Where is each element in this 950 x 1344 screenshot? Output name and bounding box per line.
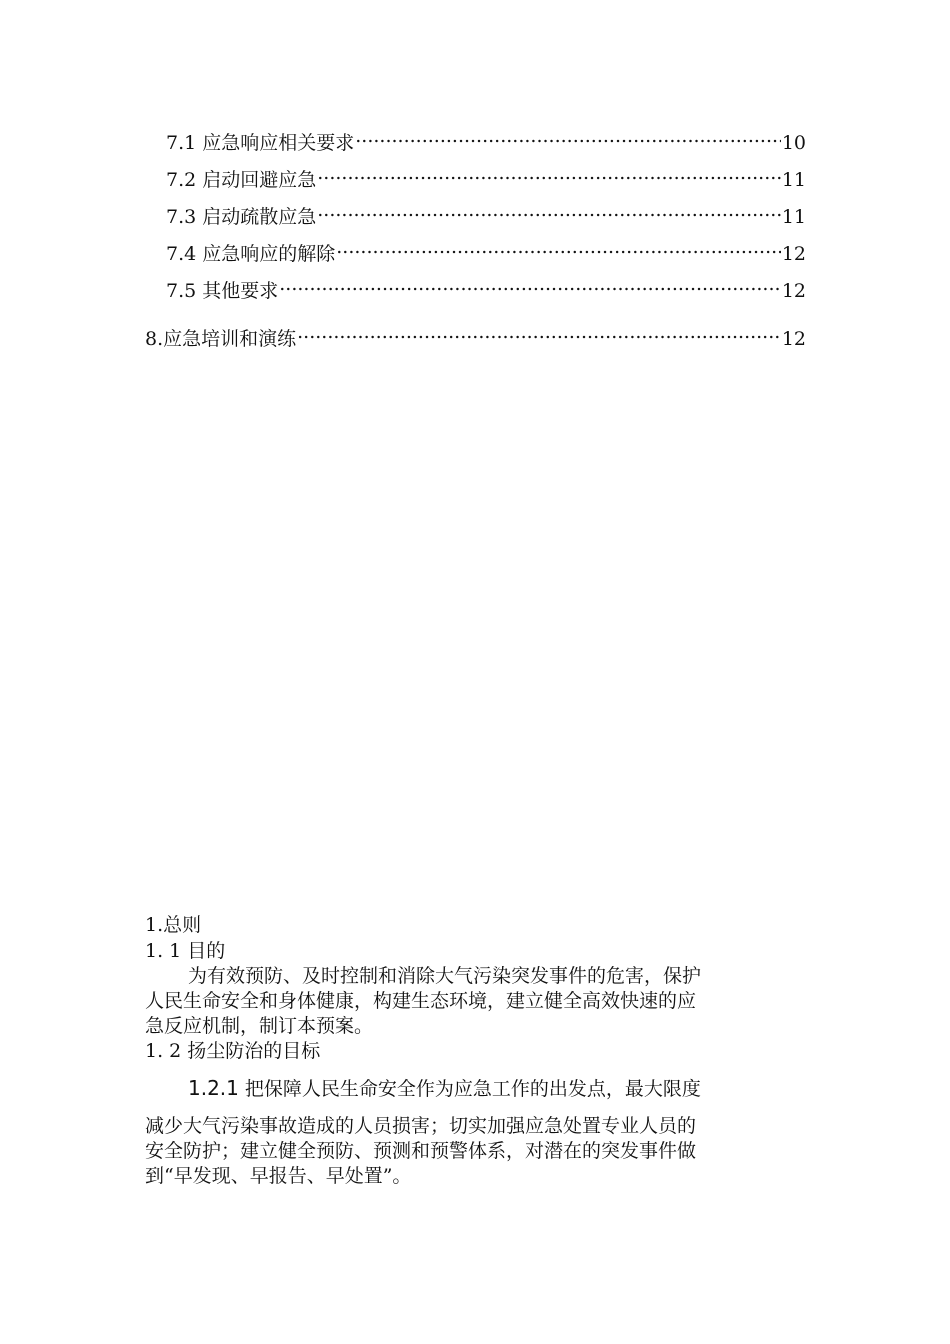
toc-entry-page: 12 bbox=[781, 280, 806, 302]
subsection-title-dust-control: 1. 2 扬尘防治的目标 bbox=[145, 1040, 321, 1062]
paragraph-line: 急反应机制，制订本预案。 bbox=[145, 1015, 374, 1037]
toc-entry-7-2[interactable] bbox=[166, 162, 806, 192]
toc-entry-label: 7.5 其他要求 bbox=[166, 280, 279, 302]
toc-entry-label: 7.3 启动疏散应急 bbox=[166, 206, 317, 228]
toc-entry-page: 10 bbox=[781, 132, 806, 154]
toc-entry-7-4[interactable] bbox=[166, 236, 806, 266]
toc-leader-dots bbox=[279, 273, 781, 297]
toc-entry-page: 11 bbox=[781, 169, 806, 191]
paragraph-line: 减少大气污染事故造成的人员损害；切实加强应急处置专业人员的 bbox=[145, 1115, 697, 1137]
toc-entry-page: 12 bbox=[781, 328, 806, 350]
toc-entry-label: 7.1 应急响应相关要求 bbox=[166, 132, 355, 154]
paragraph-line: 为有效预防、及时控制和消除大气污染突发事件的危害，保护 bbox=[188, 965, 702, 987]
paragraph-text: 把保障人民生命安全作为应急工作的出发点，最大限度 bbox=[238, 1078, 701, 1100]
clause-number: 1.2.1 bbox=[188, 1076, 239, 1100]
toc-entry-8[interactable] bbox=[145, 321, 806, 351]
toc-leader-dots bbox=[297, 321, 781, 345]
toc-entry-7-3[interactable] bbox=[166, 199, 806, 229]
toc-entry-label: 7.4 应急响应的解除 bbox=[166, 243, 336, 265]
toc-entry-page: 11 bbox=[781, 206, 806, 228]
toc-leader-dots bbox=[317, 199, 781, 223]
toc-leader-dots bbox=[336, 236, 781, 260]
paragraph-line: 人民生命安全和身体健康，构建生态环境，建立健全高效快速的应 bbox=[145, 990, 697, 1012]
toc-leader-dots bbox=[317, 162, 781, 186]
paragraph-line: 安全防护；建立健全预防、预测和预警体系，对潜在的突发事件做 bbox=[145, 1140, 697, 1162]
paragraph-line-first bbox=[188, 1076, 701, 1102]
toc-entry-label: 7.2 启动回避应急 bbox=[166, 169, 317, 191]
toc-entry-7-5[interactable] bbox=[166, 273, 806, 303]
toc-leader-dots bbox=[355, 125, 781, 149]
toc-entry-page: 12 bbox=[781, 243, 806, 265]
section-title: 1.总则 bbox=[145, 914, 202, 936]
toc-entry-label: 8.应急培训和演练 bbox=[145, 328, 297, 350]
subsection-title-purpose: 1. 1 目的 bbox=[145, 940, 226, 962]
paragraph-line: 到“早发现、早报告、早处置”。 bbox=[145, 1165, 412, 1187]
toc-entry-7-1[interactable] bbox=[166, 125, 806, 155]
